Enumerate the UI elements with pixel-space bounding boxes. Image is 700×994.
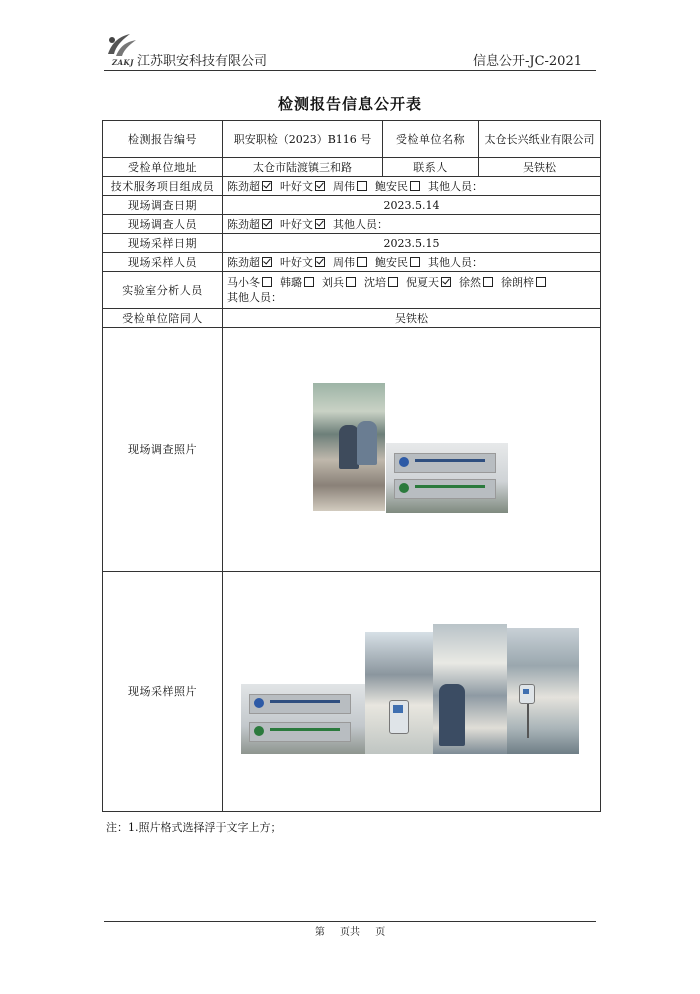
header-divider — [104, 70, 596, 71]
staff-entry — [227, 255, 274, 270]
staff-entry — [375, 255, 422, 270]
sampling-device — [389, 700, 409, 734]
page-title: 检测报告信息公开表 — [277, 95, 422, 113]
footer-divider — [104, 921, 596, 922]
staff-name: 叶好文 — [280, 179, 313, 193]
row-escort — [103, 309, 601, 328]
sampling-staff-label: 现场采样人员 — [103, 253, 223, 272]
survey-photos-label: 现场调查照片 — [103, 328, 223, 572]
row-sampling-photos — [103, 572, 601, 812]
sampling-staff-other: 其他人员： — [428, 255, 483, 269]
staff-name: 韩璐 — [280, 276, 302, 289]
person-figure — [357, 421, 377, 465]
staff-name: 周伟 — [333, 179, 355, 193]
unit-name-label: 受检单位名称 — [383, 121, 479, 158]
tech-team-label: 技术服务项目组成员 — [103, 177, 223, 196]
staff-entry — [375, 179, 422, 194]
lab-staff-value — [223, 272, 601, 309]
staff-name: 陈劲超 — [227, 255, 260, 269]
survey-staff-value — [223, 215, 601, 234]
sampling-staff-value — [223, 253, 601, 272]
unchecked-box-icon — [536, 277, 546, 287]
survey-date-value: 2023.5.14 — [223, 196, 601, 215]
row-lab-staff — [103, 272, 601, 309]
row-survey-staff — [103, 215, 601, 234]
checked-box-icon — [315, 181, 325, 191]
document-code: 信息公开-JC-2021 — [472, 54, 582, 69]
staff-entry — [322, 275, 358, 290]
staff-name: 马小冬 — [227, 276, 260, 289]
company-sign — [249, 722, 351, 742]
company-sign — [249, 694, 351, 714]
survey-photos-cell — [223, 328, 601, 572]
row-address — [103, 158, 601, 177]
sampling-date-value: 2023.5.15 — [223, 234, 601, 253]
staff-name: 沈培 — [364, 276, 386, 289]
sampling-date-label: 现场采样日期 — [103, 234, 223, 253]
page-header — [104, 32, 582, 70]
company-sign — [394, 453, 496, 473]
escort-label: 受检单位陪同人 — [103, 309, 223, 328]
staff-name: 叶好文 — [280, 217, 313, 231]
person-figure — [439, 684, 465, 746]
staff-entry — [406, 275, 453, 290]
row-sampling-staff — [103, 253, 601, 272]
survey-staff-label: 现场调查人员 — [103, 215, 223, 234]
address-label: 受检单位地址 — [103, 158, 223, 177]
staff-name: 刘兵 — [322, 276, 344, 289]
page-footer — [0, 923, 700, 938]
unchecked-box-icon — [346, 277, 356, 287]
contact-value: 吴铁松 — [479, 158, 601, 177]
unchecked-box-icon — [262, 277, 272, 287]
staff-entry — [227, 217, 274, 232]
unchecked-box-icon — [483, 277, 493, 287]
staff-name: 叶好文 — [280, 255, 313, 269]
address-value: 太仓市陆渡镇三和路 — [223, 158, 383, 177]
lab-staff-label: 实验室分析人员 — [103, 272, 223, 309]
staff-entry — [364, 275, 400, 290]
logo-text: ZAKJ — [112, 58, 134, 67]
staff-entry — [227, 179, 274, 194]
staff-name: 徐朗梓 — [501, 276, 534, 289]
checked-box-icon — [262, 257, 272, 267]
sampling-photos-label: 现场采样照片 — [103, 572, 223, 812]
escort-value: 吴铁松 — [223, 309, 601, 328]
unchecked-box-icon — [388, 277, 398, 287]
staff-entry — [227, 275, 274, 290]
staff-entry — [501, 275, 548, 290]
info-table — [102, 120, 601, 812]
unchecked-box-icon — [410, 181, 420, 191]
staff-name: 鲍安民 — [375, 255, 408, 269]
staff-name: 周伟 — [333, 255, 355, 269]
company-name: 江苏职安科技有限公司 — [137, 54, 268, 69]
staff-entry — [280, 275, 316, 290]
unchecked-box-icon — [410, 257, 420, 267]
staff-name: 倪夏天 — [406, 276, 439, 289]
page-mid: 页共 — [340, 927, 360, 938]
survey-date-label: 现场调查日期 — [103, 196, 223, 215]
staff-name: 鲍安民 — [375, 179, 408, 193]
sampling-photo-signboard — [241, 684, 365, 754]
staff-name: 陈劲超 — [227, 179, 260, 193]
checked-box-icon — [441, 277, 451, 287]
unchecked-box-icon — [357, 257, 367, 267]
row-tech-team — [103, 177, 601, 196]
sampling-device — [519, 684, 535, 704]
checked-box-icon — [315, 219, 325, 229]
staff-entry — [333, 255, 369, 270]
checked-box-icon — [262, 181, 272, 191]
sampling-photos-cell — [223, 572, 601, 812]
report-no-value: 职安职检（2023）B116 号 — [223, 121, 383, 158]
lab-staff-other: 其他人员： — [227, 291, 282, 304]
tripod — [527, 698, 529, 738]
company-sign — [394, 479, 496, 499]
page-suffix: 页 — [375, 927, 386, 938]
company-logo — [104, 32, 138, 68]
row-report-no — [103, 121, 601, 158]
person-figure — [339, 425, 359, 469]
contact-label: 联系人 — [383, 158, 479, 177]
staff-entry — [333, 179, 369, 194]
checked-box-icon — [262, 219, 272, 229]
survey-photo-people — [313, 383, 385, 511]
tech-team-value — [223, 177, 601, 196]
staff-entry — [280, 179, 327, 194]
page-prefix: 第 — [314, 927, 325, 938]
sampling-photo-worker — [433, 624, 507, 754]
unchecked-box-icon — [357, 181, 367, 191]
staff-entry — [280, 255, 327, 270]
unchecked-box-icon — [304, 277, 314, 287]
staff-name: 陈劲超 — [227, 217, 260, 231]
row-sampling-date — [103, 234, 601, 253]
report-no-label: 检测报告编号 — [103, 121, 223, 158]
sampling-photo-device — [365, 632, 433, 754]
footnote: 注：1.照片格式选择浮于文字上方； — [106, 821, 282, 834]
staff-name: 徐然 — [459, 276, 481, 289]
row-survey-date — [103, 196, 601, 215]
unit-name-value: 太仓长兴纸业有限公司 — [479, 121, 601, 158]
staff-entry — [459, 275, 495, 290]
sampling-photo-tripod — [507, 628, 579, 754]
row-survey-photos — [103, 328, 601, 572]
survey-staff-other: 其他人员： — [333, 217, 388, 231]
staff-entry — [280, 217, 327, 232]
survey-photo-signboard — [386, 443, 508, 513]
checked-box-icon — [315, 257, 325, 267]
tech-team-other: 其他人员： — [428, 179, 483, 193]
